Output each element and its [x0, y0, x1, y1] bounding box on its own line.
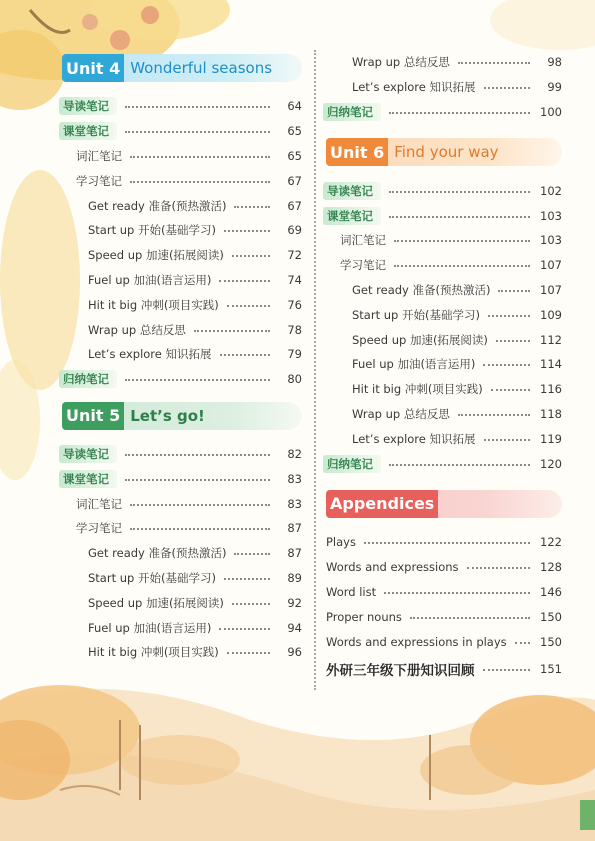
toc-entry[interactable] — [326, 629, 562, 654]
dot-leader — [484, 87, 530, 89]
toc-entry-label: Start up 开始(基础学习) — [352, 307, 480, 322]
toc-entry[interactable] — [326, 604, 562, 629]
page-number: 65 — [287, 124, 302, 139]
toc-entry-label: Hit it big 冲刺(项目实践) — [88, 645, 219, 660]
toc-entry-label: Wrap up 总结反思 — [352, 406, 450, 421]
dot-leader — [389, 216, 530, 218]
toc-entry-label: 学习笔记 — [340, 258, 386, 273]
page-number: 112 — [540, 332, 562, 347]
dot-leader — [125, 131, 270, 133]
toc-entry-label: Hit it big 冲刺(项目实践) — [88, 297, 219, 312]
page-number: 100 — [540, 104, 562, 119]
toc-entry[interactable] — [62, 640, 302, 665]
page-number: 82 — [287, 446, 302, 461]
page-number: 128 — [540, 560, 562, 575]
dot-leader — [194, 330, 270, 332]
toc-right-column — [326, 50, 562, 684]
toc-entry[interactable] — [326, 352, 562, 377]
dot-leader — [458, 62, 530, 64]
page-number: 150 — [540, 634, 562, 649]
toc-entry[interactable] — [62, 466, 302, 491]
dot-leader — [219, 628, 270, 630]
page-number: 98 — [547, 55, 562, 70]
unit-5-banner[interactable] — [62, 402, 302, 430]
toc-entry[interactable] — [326, 203, 562, 228]
page-number: 89 — [287, 570, 302, 585]
toc-entry-label: Speed up 加速(拓展阅读) — [352, 332, 488, 347]
dot-leader — [410, 617, 530, 619]
toc-entry[interactable] — [326, 178, 562, 203]
toc-entry[interactable] — [326, 278, 562, 303]
section-heading-label: 导读笔记 — [323, 182, 381, 200]
dot-leader — [496, 340, 530, 342]
column-divider — [314, 50, 316, 690]
dot-leader — [488, 315, 530, 317]
section-heading-label: 归纳笔记 — [323, 103, 381, 121]
dot-leader — [491, 389, 530, 391]
toc-entry[interactable] — [62, 193, 302, 218]
page-number: 80 — [287, 372, 302, 387]
toc-entry-label: Speed up 加速(拓展阅读) — [88, 595, 224, 610]
page-number: 151 — [540, 661, 562, 676]
toc-entry[interactable] — [326, 654, 562, 684]
page-number: 96 — [287, 645, 302, 660]
toc-entry-label: 学习笔记 — [76, 521, 122, 536]
toc-entry[interactable] — [326, 327, 562, 352]
toc-entry[interactable] — [326, 580, 562, 605]
page-number: 107 — [540, 282, 562, 297]
section-heading-label: 归纳笔记 — [323, 455, 381, 473]
toc-entry-label: Proper nouns — [326, 609, 402, 624]
toc-entry[interactable] — [62, 268, 302, 293]
toc-entry-label: Word list — [326, 584, 377, 599]
page-number: 69 — [287, 223, 302, 238]
page-number: 83 — [287, 496, 302, 511]
berry — [110, 30, 130, 50]
toc-entry[interactable] — [62, 292, 302, 317]
dot-leader — [515, 642, 530, 644]
toc-entry-label: Start up 开始(基础学习) — [88, 223, 216, 238]
dot-leader — [394, 265, 530, 267]
unit-5-title: Let’s go! — [130, 406, 205, 425]
dot-leader — [394, 240, 530, 242]
toc-entry[interactable] — [326, 402, 562, 427]
dot-leader — [224, 578, 270, 580]
toc-entry-label: Fuel up 加油(语言运用) — [88, 272, 212, 287]
dot-leader — [234, 206, 270, 208]
page-number: 65 — [287, 148, 302, 163]
dot-leader — [467, 567, 530, 569]
toc-entry-label: 外研三年级下册知识回顾 — [326, 662, 475, 679]
toc-left-column — [62, 54, 302, 665]
toc-entry-label: 学习笔记 — [76, 173, 122, 188]
dot-leader — [125, 379, 270, 381]
unit-4-tag: Unit 4 — [62, 54, 124, 82]
dot-leader — [364, 542, 530, 544]
section-heading-label: 课堂笔记 — [323, 207, 381, 225]
page-number: 83 — [287, 471, 302, 486]
toc-entry-label: Get ready 准备(预热激活) — [88, 546, 227, 561]
page-number: 67 — [287, 173, 302, 188]
toc-entry[interactable] — [326, 302, 562, 327]
toc-entry-label: Let’s explore 知识拓展 — [352, 431, 476, 446]
toc-entry[interactable] — [326, 75, 562, 100]
page-number: 94 — [287, 620, 302, 635]
toc-entry[interactable] — [62, 367, 302, 392]
toc-entry-label: 词汇笔记 — [76, 148, 122, 163]
toc-entry[interactable] — [62, 590, 302, 615]
dot-leader — [389, 191, 530, 193]
dot-leader — [224, 230, 270, 232]
dot-leader — [483, 364, 530, 366]
toc-entry-label: Get ready 准备(预热激活) — [88, 198, 227, 213]
dot-leader — [219, 280, 270, 282]
page-number: 76 — [287, 297, 302, 312]
toc-entry[interactable] — [62, 243, 302, 268]
page-number: 116 — [540, 382, 562, 397]
page-number: 87 — [287, 521, 302, 536]
section-heading-label: 导读笔记 — [59, 97, 117, 115]
toc-entry[interactable] — [326, 228, 562, 253]
page-number: 102 — [540, 183, 562, 198]
dot-leader — [227, 305, 270, 307]
toc-entry[interactable] — [326, 451, 562, 476]
toc-entry-label: Wrap up 总结反思 — [352, 55, 450, 70]
toc-entry[interactable] — [326, 530, 562, 555]
page-number: 64 — [287, 99, 302, 114]
dot-leader — [232, 255, 270, 257]
dot-leader — [484, 439, 530, 441]
unit-4-banner[interactable] — [62, 54, 302, 82]
unit-5-tag: Unit 5 — [62, 402, 124, 430]
toc-entry-label: Wrap up 总结反思 — [88, 322, 186, 337]
page-number: 109 — [540, 307, 562, 322]
unit-6-title: Find your way — [394, 143, 499, 162]
toc-entry-label: Let’s explore 知识拓展 — [88, 347, 212, 362]
toc-entry[interactable] — [326, 50, 562, 75]
page-number: 103 — [540, 233, 562, 248]
page-number: 78 — [287, 322, 302, 337]
page-number: 79 — [287, 347, 302, 362]
dot-leader — [125, 479, 270, 481]
dot-leader — [130, 156, 270, 158]
dot-leader — [130, 528, 270, 530]
toc-entry-label: Speed up 加速(拓展阅读) — [88, 248, 224, 263]
toc-entry[interactable] — [62, 119, 302, 144]
page-number: 87 — [287, 546, 302, 561]
toc-entry[interactable] — [62, 94, 302, 119]
dot-leader — [384, 592, 530, 594]
toc-entry-label: 词汇笔记 — [76, 496, 122, 511]
toc-entry[interactable] — [62, 317, 302, 342]
page-number: 118 — [540, 406, 562, 421]
toc-entry[interactable] — [62, 541, 302, 566]
section-heading-label: 归纳笔记 — [59, 370, 117, 388]
page-number: 92 — [287, 595, 302, 610]
page-number: 122 — [540, 535, 562, 550]
toc-entry[interactable] — [326, 377, 562, 402]
toc-entry-label: Let’s explore 知识拓展 — [352, 80, 476, 95]
page-number: 74 — [287, 272, 302, 287]
dot-leader — [130, 181, 270, 183]
toc-entry[interactable] — [326, 253, 562, 278]
section-heading-label: 导读笔记 — [59, 445, 117, 463]
dot-leader — [125, 454, 270, 456]
dot-leader — [389, 112, 530, 114]
toc-entry-label: Fuel up 加油(语言运用) — [88, 620, 212, 635]
toc-entry[interactable] — [326, 555, 562, 580]
appendices-banner[interactable] — [326, 490, 562, 518]
page-number: 103 — [540, 208, 562, 223]
page-number: 119 — [540, 431, 562, 446]
toc-entry[interactable] — [62, 516, 302, 541]
page-number: 120 — [540, 456, 562, 471]
unit-4-title: Wonderful seasons — [130, 59, 273, 77]
unit-6-tag: Unit 6 — [326, 138, 388, 166]
dot-leader — [227, 652, 270, 654]
toc-entry[interactable] — [326, 100, 562, 125]
dot-leader — [125, 106, 270, 108]
dot-leader — [498, 290, 530, 292]
page-number: 146 — [540, 584, 562, 599]
dot-leader — [130, 504, 270, 506]
toc-entry-label: 词汇笔记 — [340, 233, 386, 248]
toc-entry[interactable] — [62, 144, 302, 169]
section-heading-label: 课堂笔记 — [59, 122, 117, 140]
page-number: 67 — [287, 198, 302, 213]
page-number: 107 — [540, 258, 562, 273]
section-heading-label: 课堂笔记 — [59, 470, 117, 488]
appendices-tag: Appendices — [326, 490, 438, 518]
page-number: 150 — [540, 609, 562, 624]
toc-entry[interactable] — [62, 615, 302, 640]
dot-leader — [389, 464, 530, 466]
toc-entry-label: Plays — [326, 535, 356, 550]
dot-leader — [232, 603, 270, 605]
page-number: 99 — [547, 80, 562, 95]
toc-entry-label: Hit it big 冲刺(项目实践) — [352, 382, 483, 397]
toc-entry[interactable] — [62, 168, 302, 193]
toc-entry-label: Start up 开始(基础学习) — [88, 570, 216, 585]
toc-entry[interactable] — [62, 566, 302, 591]
toc-entry[interactable] — [62, 342, 302, 367]
dot-leader — [483, 669, 531, 671]
toc-entry-label: Fuel up 加油(语言运用) — [352, 357, 476, 372]
dot-leader — [458, 414, 530, 416]
page-number: 114 — [540, 357, 562, 372]
toc-entry-label: Words and expressions in plays — [326, 634, 507, 649]
dot-leader — [220, 354, 270, 356]
toc-entry[interactable] — [62, 218, 302, 243]
toc-entry[interactable] — [326, 426, 562, 451]
toc-entry-label: Get ready 准备(预热激活) — [352, 282, 491, 297]
dot-leader — [234, 553, 270, 555]
unit-6-banner[interactable] — [326, 138, 562, 166]
toc-entry[interactable] — [62, 442, 302, 467]
toc-entry-label: Words and expressions — [326, 560, 459, 575]
page-number: 72 — [287, 248, 302, 263]
toc-entry[interactable] — [62, 491, 302, 516]
